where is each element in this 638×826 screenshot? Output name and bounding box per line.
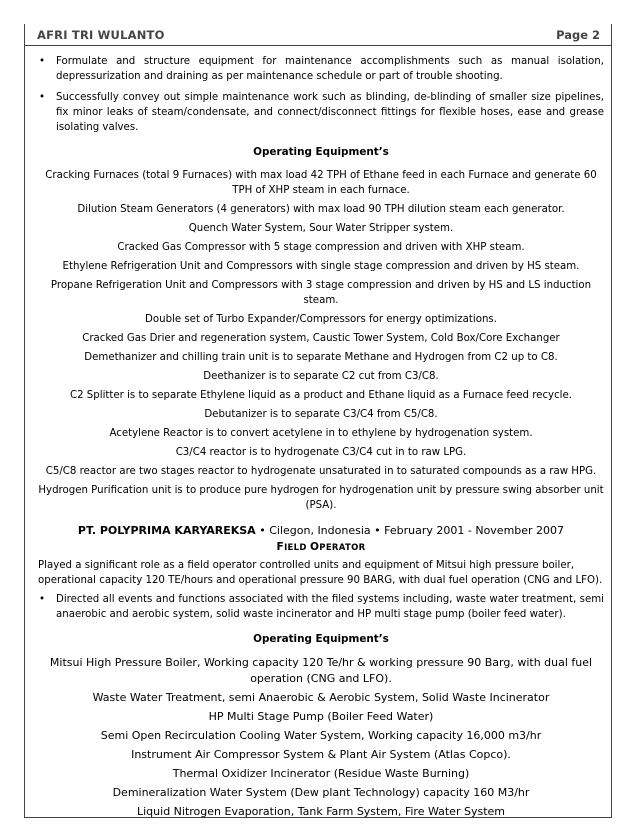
page-number: Page 2: [556, 28, 600, 42]
list-item: Cracking Furnaces (total 9 Furnaces) with max load 42 TPH of Ethane feed in each Furnace and generate 60 TPH of XHP steam in each furnace.: [45, 170, 597, 196]
list-item: Thermal Oxidizer Incinerator (Residue Waste Burning): [172, 767, 470, 780]
bullet-icon: •: [259, 524, 266, 537]
list-item: Liquid Nitrogen Evaporation, Tank Farm System, Fire Water System: [137, 805, 505, 818]
list-item: Debutanizer is to separate C3/C4 from C5/C8.: [204, 409, 438, 420]
intro-bullet-list: [38, 54, 604, 135]
job-bullet-list: [38, 592, 604, 622]
job-header: [38, 523, 604, 538]
section-heading: Operating Equipment’s: [253, 633, 389, 645]
list-item: • Successfully convey out simple maintenance work such as blinding, de-blinding of smaller size pipelines, fix minor leaks of steam/condensate, and connect/disconnect fittings for flexible hoses, ease and grease isolating valves.: [39, 92, 604, 133]
list-item: Dilution Steam Generators (4 generators) with max load 90 TPH dilution steam each generator.: [77, 204, 565, 215]
job-period: February 2001 - November 2007: [384, 524, 565, 537]
page-header: [24, 26, 612, 46]
job-location: Cilegon, Indonesia: [269, 524, 371, 537]
list-item: Quench Water System, Sour Water Stripper system.: [188, 223, 454, 234]
list-item: C5/C8 reactor are two stages reactor to hydrogenate unsaturated in to saturated compounds as a raw HPG.: [45, 466, 597, 477]
list-item: • Directed all events and functions associated with the filed systems including, waste water treatment, semi anaerobic and aerobic system, solid waste incinerator and HP multi stage pump (boiler feed water).: [39, 594, 604, 620]
job-title: FIELD OPERATOR: [276, 541, 366, 553]
bullet-icon: •: [39, 594, 46, 605]
list-item: Waste Water Treatment, semi Anaerobic & Aerobic System, Solid Waste Incinerator: [92, 691, 550, 704]
list-item: Acetylene Reactor is to convert acetylene in to ethylene by hydrogenation system.: [109, 428, 533, 439]
list-item: C3/C4 reactor is to hydrogenate C3/C4 cut in to raw LPG.: [175, 447, 467, 458]
list-item: Propane Refrigeration Unit and Compressors with 3 stage compression and driven by HS and LS induction steam.: [50, 280, 592, 306]
resume-content: [38, 54, 604, 823]
section-heading: Operating Equipment’s: [253, 146, 389, 158]
list-item: Demethanizer and chilling train unit is to separate Methane and Hydrogen from C2 up to C8.: [84, 352, 558, 363]
bullet-icon: •: [39, 56, 46, 67]
list-item: • Formulate and structure equipment for maintenance accomplishments such as manual isolation, depressurization and draining as per maintenance schedule or part of trouble shooting.: [39, 56, 604, 82]
equipment-list: [38, 655, 604, 820]
list-item: Demineralization Water System (Dew plant Technology) capacity 160 M3/hr: [112, 786, 530, 799]
list-item: Hydrogen Purification unit is to produce pure hydrogen for hydrogenation unit by pressure swing absorber unit (PSA).: [38, 485, 604, 511]
list-item: Mitsui High Pressure Boiler, Working capacity 120 Te/hr & working pressure 90 Barg, with dual fuel operation (CNG and LFO).: [49, 656, 593, 685]
list-item: Ethylene Refrigeration Unit and Compressors with single stage compression and driven by HS steam.: [62, 261, 580, 272]
list-item: Deethanizer is to separate C2 cut from C3/C8.: [203, 371, 439, 382]
list-item: Semi Open Recirculation Cooling Water System, Working capacity 16,000 m3/hr: [100, 729, 542, 742]
list-item: C2 Splitter is to separate Ethylene liquid as a product and Ethane liquid as a Furnace feed recycle.: [69, 390, 573, 401]
list-item: Cracked Gas Drier and regeneration system, Caustic Tower System, Cold Box/Core Exchanger: [82, 333, 560, 344]
list-item: Cracked Gas Compressor with 5 stage compression and driven with XHP steam.: [117, 242, 525, 253]
bullet-icon: •: [374, 524, 381, 537]
equipment-list: [38, 168, 604, 513]
bullet-icon: •: [39, 92, 46, 103]
list-item: Double set of Turbo Expander/Compressors for energy optimizations.: [145, 314, 497, 325]
job-description: Played a significant role as a field operator controlled units and equipment of Mitsui high pressure boiler, operational capacity 120 TE/hours and operational pressure 90 BARG, with dual fuel operation (CNG and LFO).: [38, 560, 603, 586]
list-item: HP Multi Stage Pump (Boiler Feed Water): [208, 710, 434, 723]
company-name: PT. POLYPRIMA KARYAREKSA: [77, 524, 256, 537]
list-item: Instrument Air Compressor System & Plant Air System (Atlas Copco).: [131, 748, 511, 761]
resume-owner-name: AFRI TRI WULANTO: [37, 28, 165, 42]
